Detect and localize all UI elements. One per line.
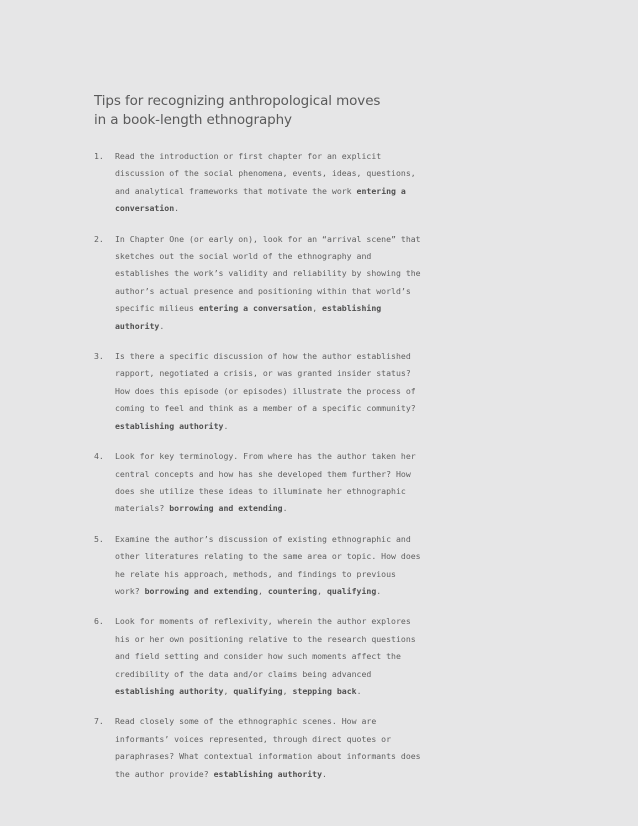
tip-item	[94, 448, 424, 518]
tip-number: 2.	[94, 233, 104, 244]
tip-item	[94, 231, 424, 335]
tip-text: Read closely some of the ethnographic scenes. How are informants’ voices represented, through direct quotes or paraphrases? What contextual information about informants does the author provide?	[115, 716, 421, 779]
tip-number: 6.	[94, 616, 104, 627]
tip-text: In Chapter One (or early on), look for an “arrival scene” that sketches out the social world of the ethnography and establishes the work’s validity and reliability by showing the author’s actual presence and positioning within that world’s specific milieus	[115, 233, 421, 314]
move-label: qualifying	[326, 585, 377, 596]
move-label: establishing authority	[115, 685, 224, 696]
page-title	[94, 92, 424, 130]
tip-number: 5.	[94, 533, 104, 544]
tip-item	[94, 531, 424, 601]
move-separator: ,	[257, 585, 268, 596]
move-separator: .	[376, 585, 382, 596]
move-label: borrowing and extending	[169, 503, 283, 514]
tip-number: 4.	[94, 451, 104, 462]
move-separator: ,	[312, 303, 323, 314]
move-separator: .	[322, 768, 327, 779]
move-separator: .	[159, 320, 165, 331]
move-label: qualifying	[233, 685, 283, 696]
move-separator: .	[356, 685, 362, 696]
tip-item	[94, 713, 424, 783]
move-label: countering	[267, 585, 318, 596]
tip-number: 7.	[94, 716, 104, 727]
move-separator: .	[174, 203, 180, 214]
move-label: establishing authority	[115, 303, 382, 331]
tip-item	[94, 348, 424, 435]
title-line-1: Tips for recognizing anthropological moves	[94, 93, 381, 109]
move-separator: .	[223, 420, 229, 431]
tip-number: 3.	[94, 351, 104, 362]
move-separator: ,	[223, 685, 234, 696]
tip-text: Is there a specific discussion of how the author established rapport, negotiated a crisis, or was granted insider status? How does this episode (or episodes) illustrate the process of coming to feel and think as a member of a specific community?	[115, 351, 416, 414]
move-label: borrowing and extending	[144, 585, 258, 596]
tip-text: Examine the author’s discussion of existing ethnographic and other literatures relating to the same area or topic. How does he relate his approach, methods, and findings to previous work?	[115, 533, 421, 596]
tips-list	[94, 148, 424, 783]
move-label: establishing authority	[115, 420, 224, 431]
move-label: stepping back	[292, 685, 357, 696]
move-separator: .	[282, 503, 288, 514]
tip-number: 1.	[94, 151, 104, 161]
move-separator: ,	[282, 685, 293, 696]
tip-item	[94, 148, 424, 218]
tip-item	[94, 613, 424, 700]
tip-text: Look for moments of reflexivity, wherein the author explores his or her own positioning relative to the research questions and field setting and consider how such moments affect the credibility of the data and/or claims being advanced	[115, 616, 416, 679]
move-separator: ,	[317, 585, 327, 596]
page-content	[94, 92, 424, 796]
tip-text: Read the introduction or first chapter for an explicit discussion of the social phenomena, events, ideas, questions, and analytical frameworks that motivate the work	[115, 151, 416, 196]
move-label: establishing authority	[213, 768, 323, 779]
move-label: entering a conversation	[198, 303, 313, 314]
title-line-2: in a book-length ethnography	[94, 112, 292, 128]
tip-text: Look for key terminology. From where has the author taken her central concepts and how has she developed them further? How does she utilize these ideas to illuminate her ethnographic materials?	[115, 451, 416, 514]
move-label: entering a conversation	[115, 185, 406, 214]
